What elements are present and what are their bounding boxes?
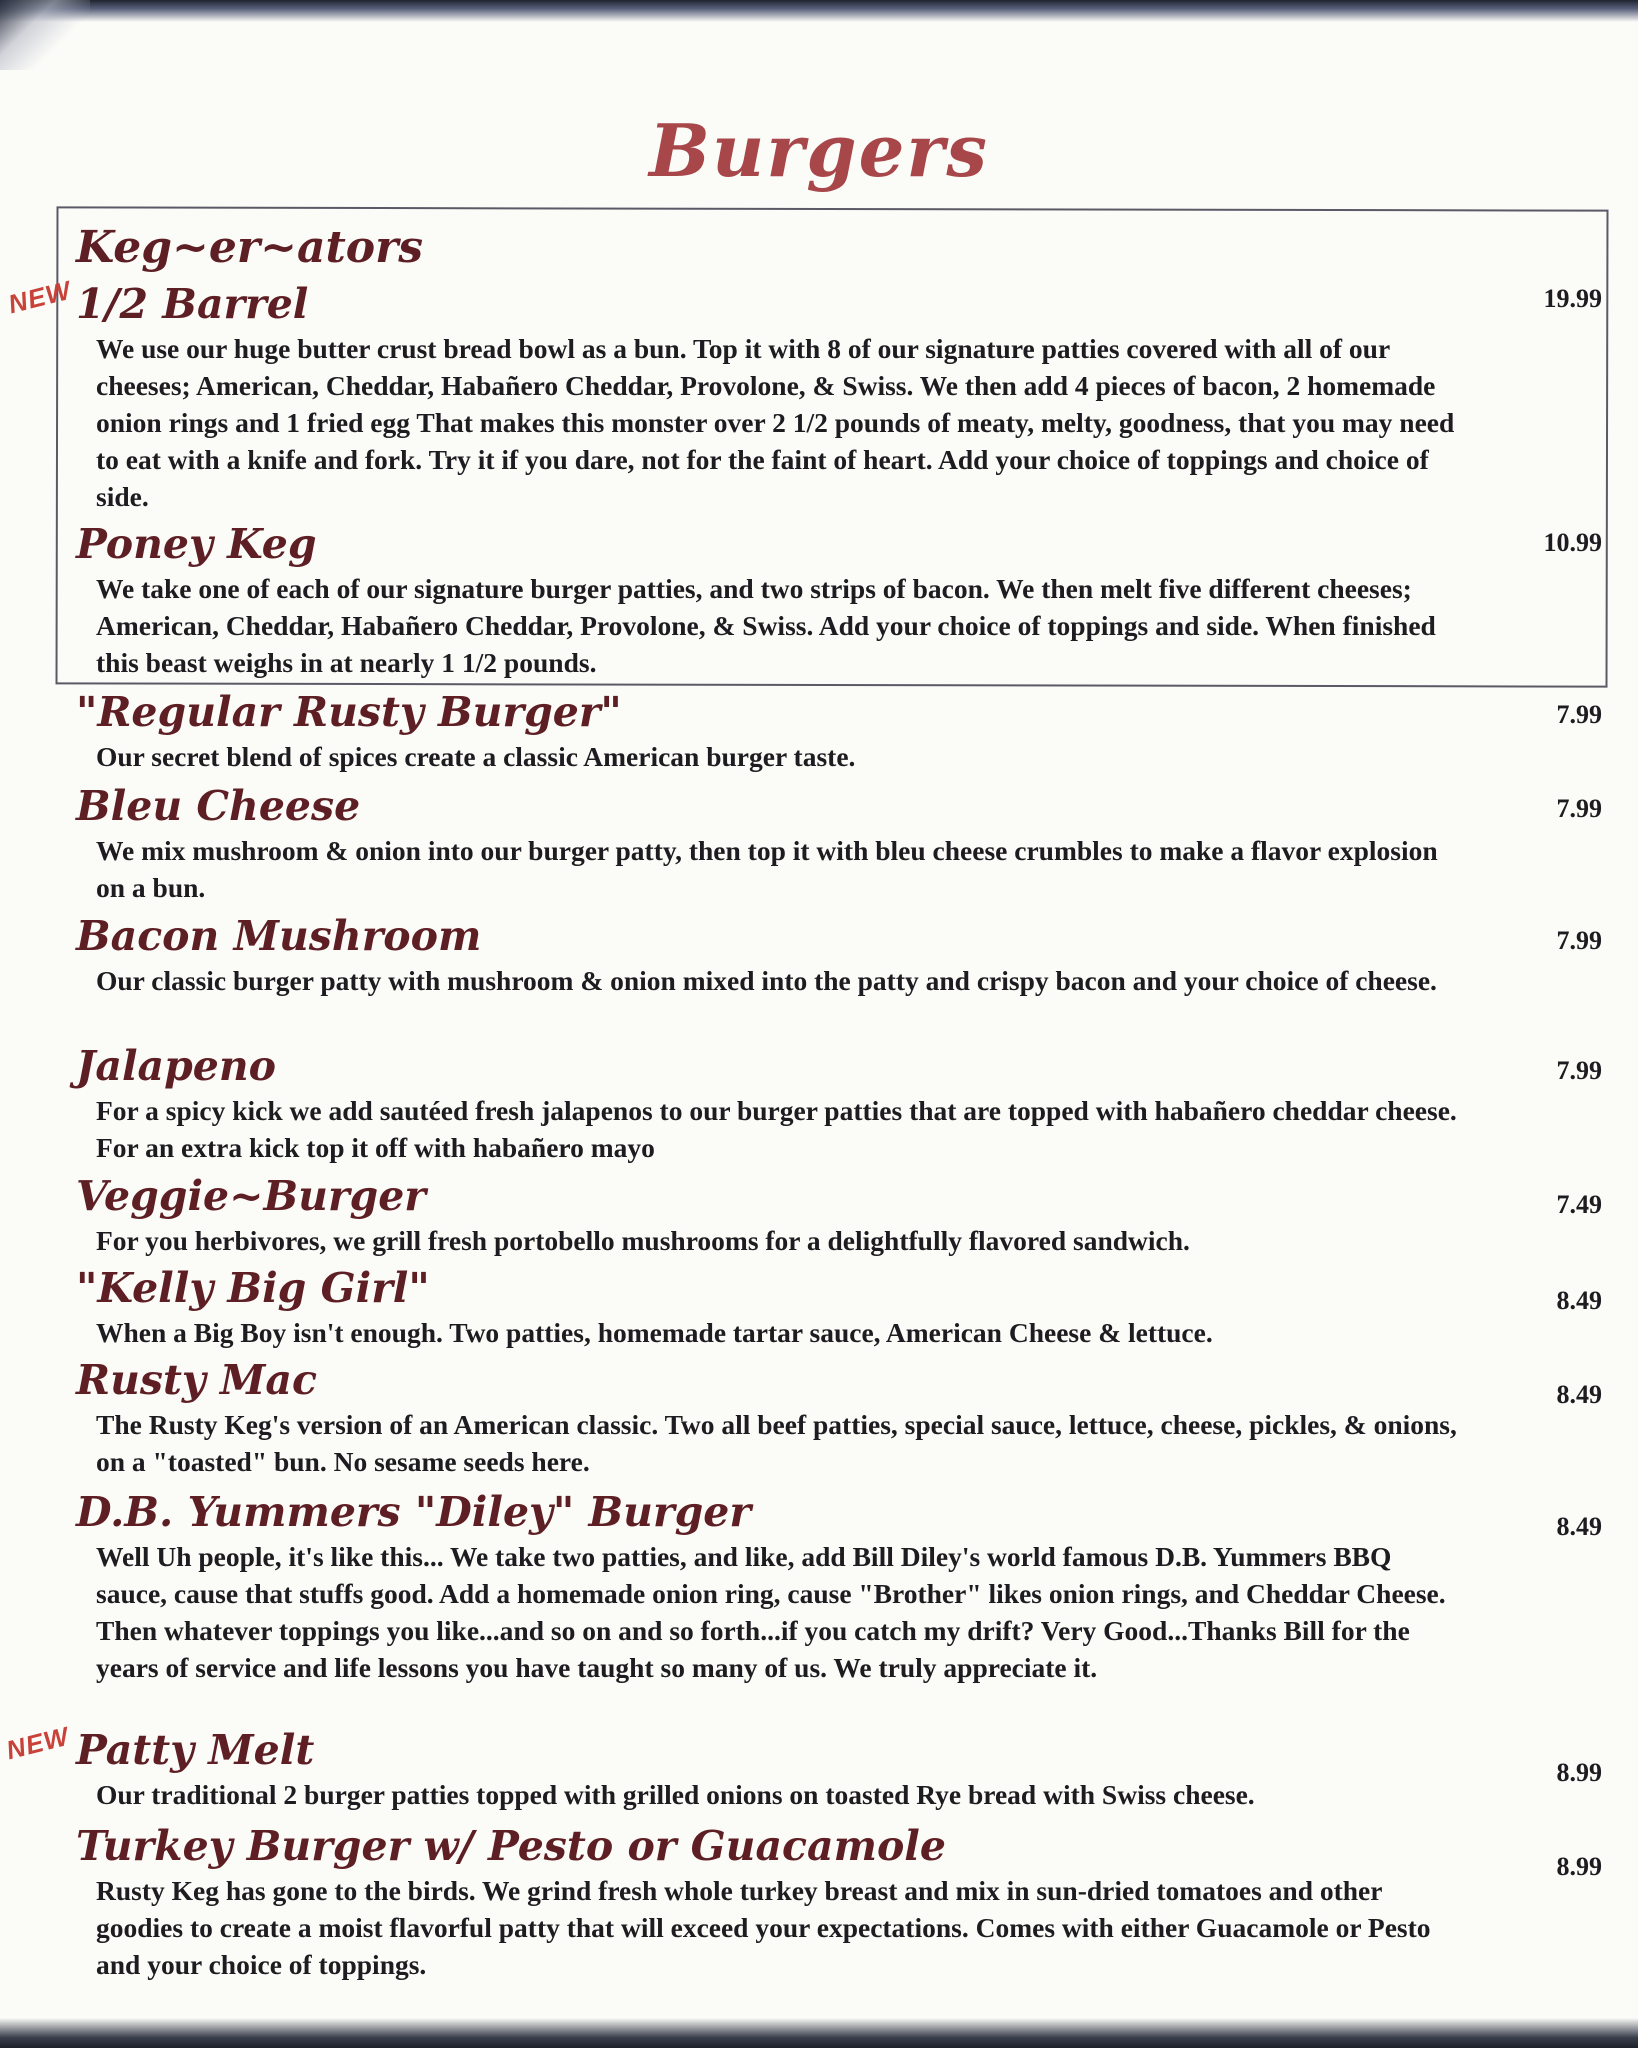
item-description: Our secret blend of spices create a classic American burger taste. [96,741,856,772]
page-title: Burgers [649,108,989,193]
item-price: 8.49 [1556,1512,1602,1541]
menu-item-half-barrel [76,280,1466,515]
menu-item-regular-rusty-burger [76,688,1466,775]
item-description: For a spicy kick we add sautéed fresh jalapenos to our burger patties that are topped with habañero cheddar cheese. For an extra kick top it off with habañero mayo [96,1095,1457,1163]
item-description: We use our huge butter crust bread bowl as a bun. Top it with 8 of our signature patties covered with all of our cheeses; American, Cheddar, Habañero Cheddar, Provolone, & Swiss. We then add 4 pieces of bacon, 2 homemade onion rings and 1 fried egg That makes this monster over 2 1/2 pounds of meaty, melty, goodness, that you may need to eat with a knife and fork. Try it if you dare, not for the faint of heart. Add your choice of toppings and choice of side. [96,333,1455,512]
item-price: 10.99 [1543,528,1602,557]
item-description: For you herbivores, we grill fresh portobello mushrooms for a delightfully flavored sandwich. [96,1225,1190,1256]
new-badge-half-barrel: NEW [5,274,75,320]
item-name: D.B. Yummers "Diley" Burger [76,1488,751,1536]
item-price: 7.99 [1556,700,1602,729]
menu-item-turkey-burger [76,1822,1466,1983]
item-price: 7.99 [1556,926,1602,955]
menu-item-kelly-big-girl [76,1264,1466,1351]
item-description: We mix mushroom & onion into our burger patty, then top it with bleu cheese crumbles to make a flavor explosion on a bun. [96,835,1438,903]
page-corner-fold [0,0,90,70]
bottom-edge-shadow [0,2018,1638,2048]
item-price: 7.99 [1556,1056,1602,1085]
item-description: Our classic burger patty with mushroom & onion mixed into the patty and crispy bacon and your choice of cheese. [96,965,1437,996]
menu-item-veggie-burger [76,1172,1466,1259]
item-description: When a Big Boy isn't enough. Two patties, homemade tartar sauce, American Cheese & lettuce. [96,1317,1213,1348]
kegerators-header: Keg~er~ators [76,222,424,273]
menu-item-rusty-mac [76,1356,1466,1480]
menu-item-jalapeno [76,1042,1466,1166]
item-name: Jalapeno [76,1042,277,1090]
item-price: 8.99 [1556,1852,1602,1881]
item-name: Bleu Cheese [76,782,361,830]
item-price: 8.49 [1556,1380,1602,1409]
item-description: Our traditional 2 burger patties topped with grilled onions on toasted Rye bread with Swiss cheese. [96,1779,1255,1810]
item-name: 1/2 Barrel [76,280,309,328]
item-price: 8.99 [1556,1758,1602,1787]
item-name: Turkey Burger w/ Pesto or Guacamole [76,1822,946,1870]
item-price: 7.49 [1556,1190,1602,1219]
menu-item-bleu-cheese [76,782,1466,906]
item-price: 7.99 [1556,794,1602,823]
item-description: Rusty Keg has gone to the birds. We grind fresh whole turkey breast and mix in sun-dried tomatoes and other goodies to create a moist flavorful patty that will exceed your expectations. Comes with either Guacamole or Pesto and your choice of toppings. [96,1875,1431,1980]
item-price: 8.49 [1556,1286,1602,1315]
item-description: Well Uh people, it's like this... We take two patties, and like, add Bill Diley's world famous D.B. Yummers BBQ sauce, cause that stuffs good. Add a homemade onion ring, cause "Brother" likes onion rings, and Cheddar Cheese. Then whatever toppings you like...and so on and so forth...if you catch my drift? Very Good...Thanks Bill for the years of service and life lessons you have taught so many of us. We truly appreciate it. [96,1541,1446,1683]
item-name: "Kelly Big Girl" [76,1264,430,1312]
new-badge-patty-melt: NEW [3,1720,73,1766]
item-name: Bacon Mushroom [76,912,482,960]
item-description: We take one of each of our signature burger patties, and two strips of bacon. We then melt five different cheeses; American, Cheddar, Habañero Cheddar, Provolone, & Swiss. Add your choice of toppings and side. When finished this beast weighs in at nearly 1 1/2 pounds. [96,573,1436,678]
item-price: 19.99 [1543,284,1602,313]
top-edge-shadow [0,0,1638,22]
item-name: Patty Melt [76,1726,315,1774]
item-description: The Rusty Keg's version of an American classic. Two all beef patties, special sauce, lettuce, cheese, pickles, & onions, on a "toasted" bun. No sesame seeds here. [96,1409,1457,1477]
item-name: "Regular Rusty Burger" [76,688,622,736]
item-name: Rusty Mac [76,1356,317,1404]
menu-item-patty-melt [76,1726,1466,1813]
menu-item-poney-keg [76,520,1466,681]
menu-item-bacon-mushroom [76,912,1466,999]
menu-item-db-yummers-diley-burger [76,1488,1466,1686]
item-name: Veggie~Burger [76,1172,426,1220]
item-name: Poney Keg [76,520,317,568]
